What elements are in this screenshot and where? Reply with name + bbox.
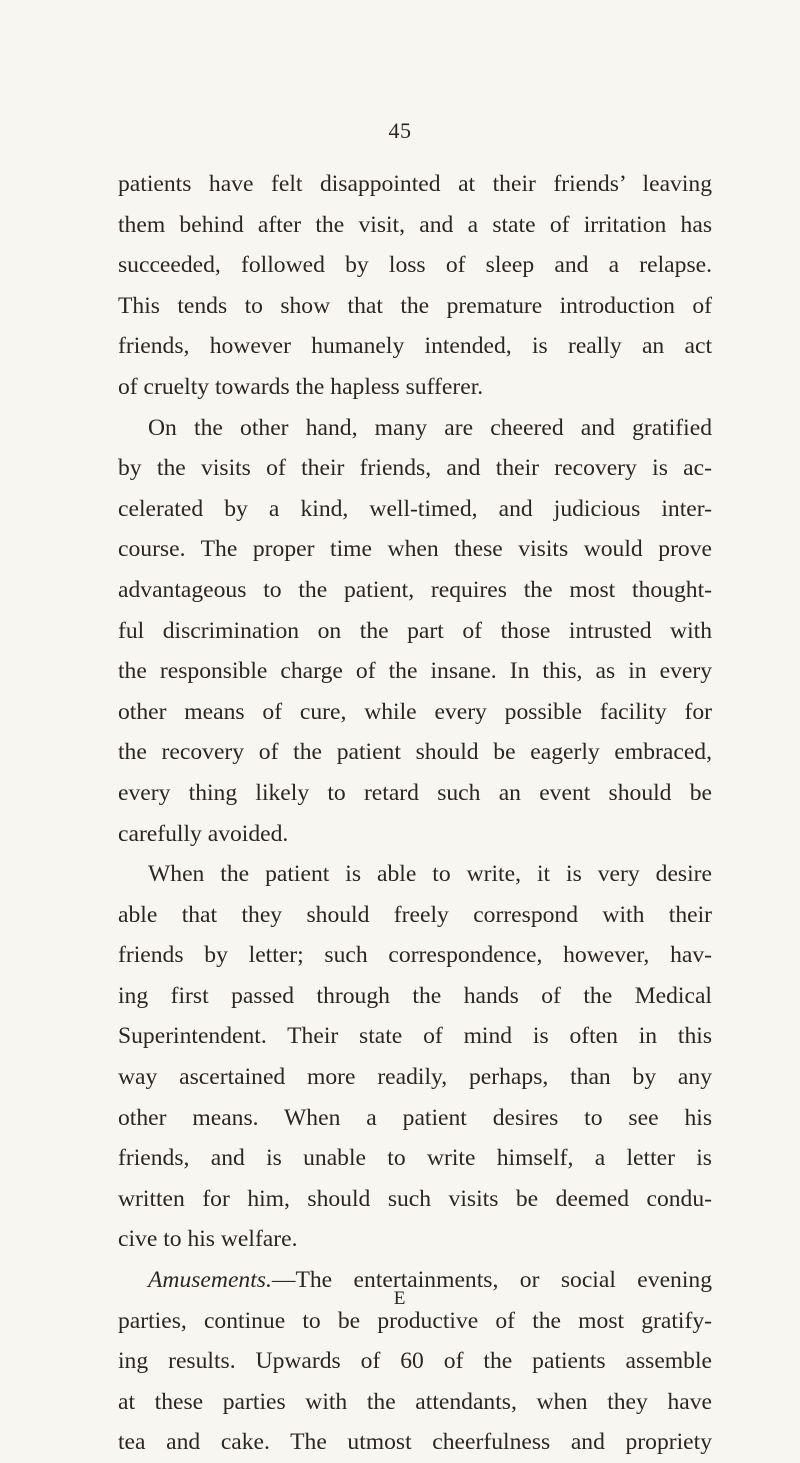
section-heading-amusements: Amusements. — [148, 1267, 272, 1294]
text-line: patients have felt disappointed at their friends’ leaving — [118, 171, 712, 197]
text-line: friends, however humanely intended, is really an act — [118, 333, 712, 360]
text-line: at these parties with the attendants, when they have — [118, 1388, 712, 1415]
text-line: way ascertained more readily, perhaps, than by any — [118, 1064, 712, 1091]
body-text — [118, 164, 712, 1463]
signature-mark: E — [393, 1288, 407, 1309]
text-line-continuation: —The entertainments, or social evening — [271, 1267, 712, 1294]
text-line: ing first passed through the hands of the Medical — [118, 982, 712, 1009]
text-line: every thing likely to retard such an event should be — [118, 779, 712, 806]
text-line: by the visits of their friends, and their recovery is ac- — [118, 455, 712, 482]
text-line: ful discrimination on the part of those intrusted with — [118, 617, 712, 644]
text-line: friends, and is unable to write himself, a letter is — [118, 1145, 712, 1172]
text-line: cive to his welfare. — [118, 1226, 298, 1253]
text-line: tea and cake. The utmost cheerfulness and propriety — [118, 1429, 712, 1456]
text-line: When the patient is able to write, it is very desire — [148, 861, 712, 888]
text-line: other means. When a patient desires to see his — [118, 1104, 712, 1131]
text-line: On the other hand, many are cheered and gratified — [148, 414, 712, 441]
text-line: advantageous to the patient, requires the most thought- — [118, 576, 712, 603]
text-line: them behind after the visit, and a state of irritation has — [118, 211, 712, 238]
text-line: written for him, should such visits be deemed condu- — [118, 1185, 712, 1212]
text-line: carefully avoided. — [118, 820, 289, 847]
text-line: succeeded, followed by loss of sleep and a relapse. — [118, 252, 712, 279]
text-line: the recovery of the patient should be eagerly embraced, — [118, 739, 712, 766]
text-line: course. The proper time when these visits would prove — [118, 536, 712, 563]
text-line: This tends to show that the premature introduction of — [118, 292, 712, 319]
text-line: of cruelty towards the hapless sufferer. — [118, 373, 484, 400]
text-line: other means of cure, while every possible facility for — [118, 698, 712, 725]
text-line: Superintendent. Their state of mind is often in this — [118, 1023, 712, 1050]
text-line: friends by letter; such correspondence, however, hav- — [118, 942, 712, 969]
text-line: able that they should freely correspond with their — [118, 901, 712, 928]
text-line: ing results. Upwards of 60 of the patients assemble — [118, 1348, 712, 1375]
text-line: celerated by a kind, well-timed, and judicious inter- — [118, 495, 712, 522]
text-line: the responsible charge of the insane. In this, as in every — [118, 658, 712, 685]
text-line: parties, continue to be productive of the most gratify- — [118, 1307, 712, 1334]
page-number: 45 — [388, 118, 412, 143]
